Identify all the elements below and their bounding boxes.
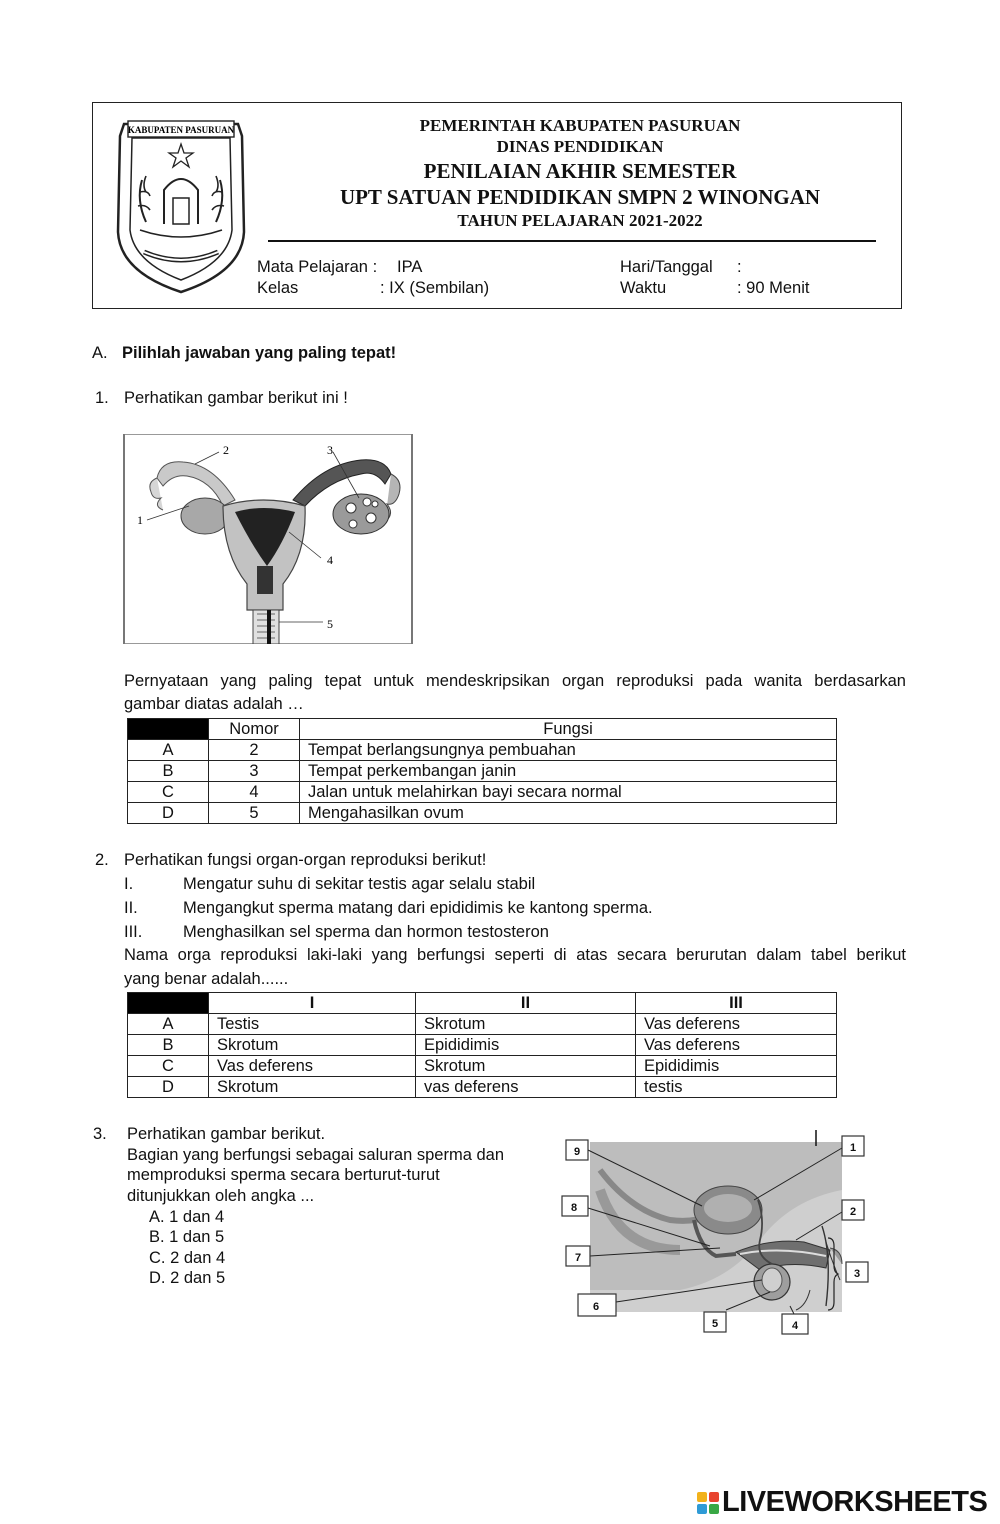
q2-number: 2. xyxy=(95,851,109,869)
q3-label-1: 1 xyxy=(850,1142,857,1154)
table-row[interactable] xyxy=(128,1035,837,1056)
q3-label-2: 2 xyxy=(850,1206,857,1218)
option-letter: C xyxy=(128,1056,209,1077)
subject-value: IPA xyxy=(397,258,423,276)
option-letter: D xyxy=(128,1077,209,1098)
date-label: Hari/Tanggal xyxy=(620,258,713,276)
option-letter: B xyxy=(128,761,209,782)
option-letter: B xyxy=(128,1035,209,1056)
q1-statement-line1: Pernyataan yang paling tepat untuk mendeskripsikan organ reproduksi pada wanita berdasarkan xyxy=(124,672,906,690)
q1-label-3: 3 xyxy=(327,443,333,457)
class-label: Kelas xyxy=(257,279,299,297)
q3-option-d[interactable]: D. 2 dan 5 xyxy=(149,1269,226,1287)
table-cell: 4 xyxy=(209,782,300,803)
q2-answer-table xyxy=(127,992,837,1098)
table-row[interactable] xyxy=(128,1014,837,1035)
male-reproductive-diagram xyxy=(560,1130,872,1338)
liveworksheets-icon xyxy=(696,1490,720,1516)
table-cell: Testis xyxy=(209,1014,416,1035)
q1-number: 1. xyxy=(95,389,109,407)
header-divider xyxy=(268,240,876,242)
table-cell: Skrotum xyxy=(209,1077,416,1098)
q2-question-line1: Nama orga reproduksi laki-laki yang berfungsi seperti di atas secara berurutan dalam tabel berikut xyxy=(124,946,906,964)
q1-text: Perhatikan gambar berikut ini ! xyxy=(124,389,348,407)
table-cell: Vas deferens xyxy=(209,1056,416,1077)
section-title: Pilihlah jawaban yang paling tepat! xyxy=(122,344,397,362)
q1-answer-table xyxy=(127,718,837,824)
table-cell: Epididimis xyxy=(636,1056,837,1077)
table-header-cell xyxy=(128,719,209,740)
header-line-department: DINAS PENDIDIKAN xyxy=(496,137,664,157)
q1-label-2: 2 xyxy=(223,443,229,457)
table-cell: Skrotum xyxy=(416,1056,636,1077)
q2-item-number: II. xyxy=(124,899,138,917)
table-cell: vas deferens xyxy=(416,1077,636,1098)
table-row[interactable] xyxy=(128,782,837,803)
q2-item-number: III. xyxy=(124,923,143,941)
option-letter: D xyxy=(128,803,209,824)
q3-label-5: 5 xyxy=(712,1318,719,1330)
q1-label-1: 1 xyxy=(137,513,143,527)
header-line-exam: PENILAIAN AKHIR SEMESTER xyxy=(423,158,737,183)
q3-number: 3. xyxy=(93,1125,107,1143)
section-letter: A. xyxy=(92,344,108,362)
header-line-school: UPT SATUAN PENDIDIKAN SMPN 2 WINONGAN xyxy=(339,184,821,209)
logo-text: KABUPATEN PASURUAN xyxy=(127,125,235,135)
class-value: : IX (Sembilan) xyxy=(380,279,490,297)
table-cell: Epididimis xyxy=(416,1035,636,1056)
option-letter: C xyxy=(128,782,209,803)
q2-item-text: Menghasilkan sel sperma dan hormon testosteron xyxy=(183,923,549,941)
table-header-cell: Fungsi xyxy=(300,719,837,740)
q2-item-text: Mengatur suhu di sekitar testis agar selalu stabil xyxy=(183,875,536,893)
table-cell: 2 xyxy=(209,740,300,761)
regency-logo xyxy=(110,112,252,297)
table-cell: Jalan untuk melahirkan bayi secara normal xyxy=(300,782,837,803)
subject-label: Mata Pelajaran : xyxy=(257,258,378,276)
q3-line4: ditunjukkan oleh angka ... xyxy=(127,1187,315,1205)
table-cell: Mengahasilkan ovum xyxy=(300,803,837,824)
q3-label-4: 4 xyxy=(792,1320,799,1332)
table-header-cell: III xyxy=(636,993,837,1014)
table-cell: 5 xyxy=(209,803,300,824)
table-cell: testis xyxy=(636,1077,837,1098)
q3-label-9: 9 xyxy=(574,1146,581,1158)
female-reproductive-diagram xyxy=(123,434,413,644)
header-line-government: PEMERINTAH KABUPATEN PASURUAN xyxy=(419,116,741,135)
liveworksheets-brand: LIVEWORKSHEETS xyxy=(722,1486,988,1518)
q3-line3: memproduksi sperma secara berturut-turut xyxy=(127,1166,440,1184)
q1-label-5: 5 xyxy=(327,617,333,631)
q3-option-a[interactable]: A. 1 dan 4 xyxy=(149,1208,225,1226)
table-header-cell xyxy=(128,993,209,1014)
q3-line2: Bagian yang berfungsi sebagai saluran sperma dan xyxy=(127,1146,505,1164)
q3-label-6: 6 xyxy=(593,1301,600,1313)
table-header-cell: I xyxy=(209,993,416,1014)
header-line-year: TAHUN PELAJARAN 2021-2022 xyxy=(457,211,703,230)
option-letter: A xyxy=(128,1014,209,1035)
q2-question-line2: yang benar adalah...... xyxy=(124,970,289,988)
option-letter: A xyxy=(128,740,209,761)
q3-label-3: 3 xyxy=(854,1268,861,1280)
q2-item-text: Mengangkut sperma matang dari epididimis ke kantong sperma. xyxy=(183,899,653,917)
table-cell: Skrotum xyxy=(416,1014,636,1035)
table-header-cell: II xyxy=(416,993,636,1014)
time-value: : 90 Menit xyxy=(737,279,810,297)
table-row[interactable] xyxy=(128,1077,837,1098)
q3-label-7: 7 xyxy=(575,1252,582,1264)
table-header-row xyxy=(128,993,837,1014)
table-cell: 3 xyxy=(209,761,300,782)
table-cell: Skrotum xyxy=(209,1035,416,1056)
q3-option-c[interactable]: C. 2 dan 4 xyxy=(149,1249,226,1267)
q3-line1: Perhatikan gambar berikut. xyxy=(127,1125,326,1143)
q1-label-4: 4 xyxy=(327,553,333,567)
table-cell: Tempat berlangsungnya pembuahan xyxy=(300,740,837,761)
time-label: Waktu xyxy=(620,279,667,297)
q3-label-8: 8 xyxy=(571,1202,578,1214)
q2-item-number: I. xyxy=(124,875,134,893)
table-row[interactable] xyxy=(128,803,837,824)
q1-statement-line2: gambar diatas adalah … xyxy=(124,695,304,713)
header-title-block xyxy=(270,115,890,231)
q3-option-b[interactable]: B. 1 dan 5 xyxy=(149,1228,225,1246)
table-header-row xyxy=(128,719,837,740)
table-row[interactable] xyxy=(128,761,837,782)
date-value: : xyxy=(737,258,742,276)
table-header-cell: Nomor xyxy=(209,719,300,740)
table-cell: Tempat perkembangan janin xyxy=(300,761,837,782)
table-row[interactable] xyxy=(128,740,837,761)
table-cell: Vas deferens xyxy=(636,1014,837,1035)
q2-text: Perhatikan fungsi organ-organ reproduksi berikut! xyxy=(124,851,487,869)
table-cell: Vas deferens xyxy=(636,1035,837,1056)
table-row[interactable] xyxy=(128,1056,837,1077)
